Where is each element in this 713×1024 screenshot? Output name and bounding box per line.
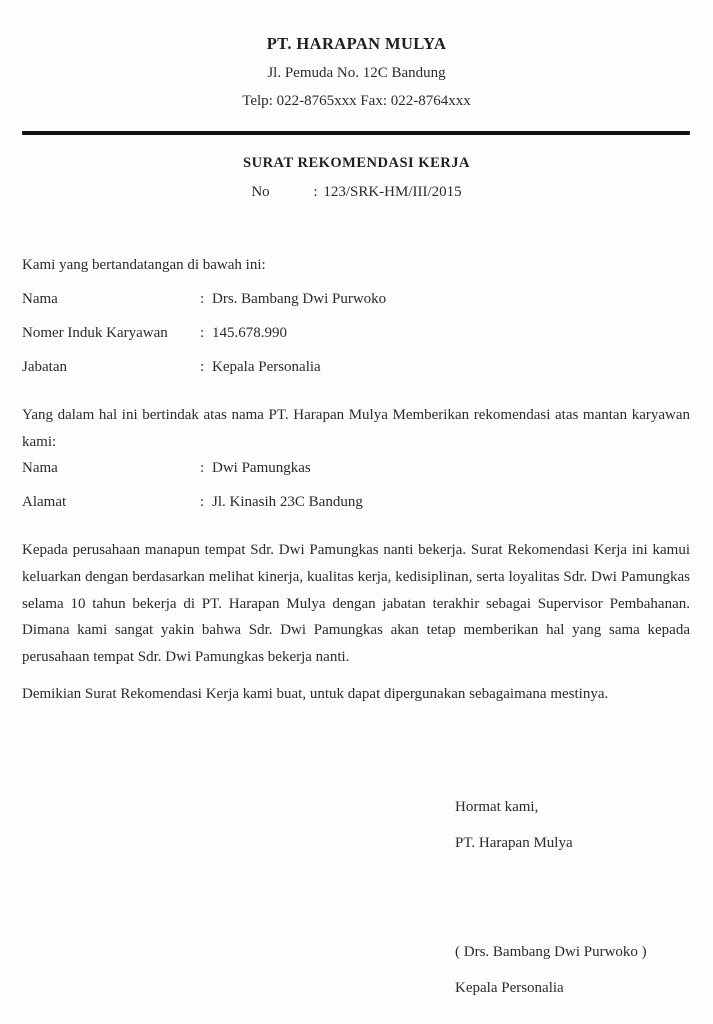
field-value: Drs. Bambang Dwi Purwoko [212,291,387,307]
field-label: Alamat [22,494,67,511]
field-separator: : [200,359,205,375]
subject-section [22,402,690,510]
signer-title: Kepala Personalia [455,980,564,996]
signature-closing: Hormat kami, [455,799,539,815]
letter-body [22,258,690,708]
main-paragraph: Kepada perusahaan manapun tempat Sdr. Dwi Pamungkas nanti bekerja. Surat Rekomendasi Kerja ini kamui keluarkan dengan berdasarkan melihat kinerja, kualitas kerja, kedisiplinan, serta loyalitas Sdr. Dwi Pamungkas selama 10 tahun bekerja di PT. Harapan Mulya dengan jabatan terakhir sebagai Supervisor Pembahanan. Dimana kami sangat yakin bahwa Sdr. Dwi Pamungkas akan tetap memberikan hal yang sama kepada perusahaan tempat Sdr. Dwi Pamungkas bekerja nanti. [22,542,690,666]
field-row-nomer-induk-karyawan [22,326,690,341]
field-row-alamat [22,495,690,510]
signer-block [455,945,710,996]
document-number-separator: : [313,184,318,200]
field-label: Nama [22,291,58,307]
company-name: PT. HARAPAN MULYA [266,34,447,53]
company-address: Jl. Pemuda No. 12C Bandung [267,64,446,81]
field-value: Dwi Pamungkas [212,460,311,477]
section-spacer [22,510,690,537]
field-separator: : [200,460,205,477]
field-row-jabatan [22,360,690,375]
letterhead-divider [22,131,690,135]
subject-intro: Yang dalam hal ini bertindak atas nama PT. Harapan Mulya Memberikan rekomendasi atas mantan karyawan kami: [22,407,690,450]
closing-paragraph: Demikian Surat Rekomendasi Kerja kami buat, untuk dapat dipergunakan sebagaimana mestinya. [22,685,609,702]
document-number-row [0,185,713,200]
signatory-section [22,258,690,375]
field-label: Nama [22,460,58,477]
signatory-intro: Kami yang bertandatangan di bawah ini: [22,257,266,273]
field-value: 145.678.990 [212,325,287,341]
signer-name: ( Drs. Bambang Dwi Purwoko ) [455,944,647,960]
field-value: Kepala Personalia [212,359,321,375]
field-label: Nomer Induk Karyawan [22,325,168,341]
field-label: Jabatan [22,359,67,375]
field-separator: : [200,325,205,341]
field-separator: : [200,291,205,307]
document-number-label: No [251,184,270,200]
paragraph-spacer [22,671,690,681]
field-row-nama-subject [22,461,690,476]
field-separator: : [200,494,205,511]
signature-company: PT. Harapan Mulya [455,835,573,851]
document-number-value: 123/SRK-HM/III/2015 [323,184,462,200]
field-row-nama-signatory [22,292,690,307]
document-title: SURAT REKOMENDASI KERJA [243,154,470,171]
signature-block [455,800,705,851]
section-spacer [22,375,690,402]
title-block [0,156,713,201]
field-value: Jl. Kinasih 23C Bandung [212,494,363,511]
letterhead [0,0,713,109]
company-contact: Telp: 022-8765xxx Fax: 022-8764xxx [242,92,471,109]
